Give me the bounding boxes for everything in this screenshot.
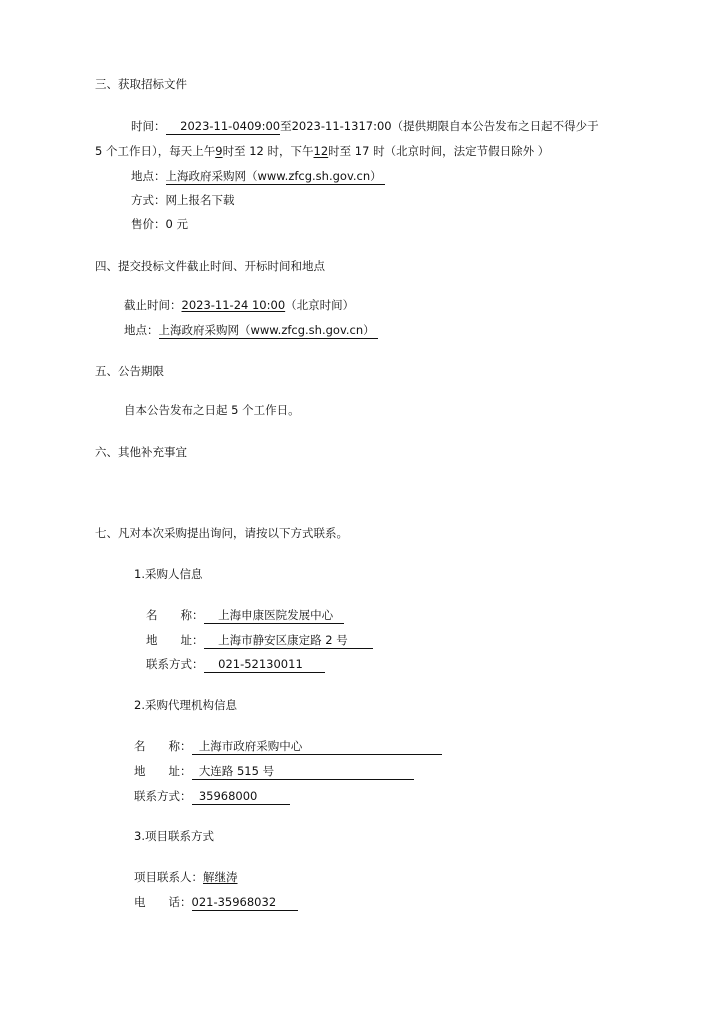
time-label: 时间： bbox=[131, 119, 166, 133]
price-label: 售价： bbox=[131, 217, 166, 231]
time-line-2 bbox=[95, 143, 549, 159]
agent-address-label: 地 址： bbox=[134, 764, 192, 778]
s4-place-line bbox=[124, 322, 378, 338]
place-value: 上海政府采购网（www.zfcg.sh.gov.cn） bbox=[166, 169, 386, 185]
agent-contact-value: 35968000 bbox=[192, 789, 291, 805]
time-line2-c: 时至 17 时（北京时间，法定节假日除外 ） bbox=[328, 144, 550, 158]
project-phone-label: 电 话： bbox=[134, 895, 192, 909]
notice-period-text: 自本公告发布之日起 5 个工作日。 bbox=[124, 403, 300, 417]
am-start-hour: 9 bbox=[215, 144, 223, 158]
agent-contact-line bbox=[134, 788, 290, 804]
buyer-name-line bbox=[146, 607, 344, 623]
section-3-heading: 三、获取招标文件 bbox=[95, 77, 187, 91]
buyer-address-label: 地 址： bbox=[146, 633, 204, 647]
time-note: （提供期限自本公告发布之日起不得少于 bbox=[391, 119, 599, 133]
buyer-info-title: 1.采购人信息 bbox=[134, 567, 203, 581]
buyer-contact-line bbox=[146, 656, 325, 672]
time-line bbox=[131, 118, 599, 134]
deadline-value: 2023-11-24 10:00 bbox=[181, 298, 286, 312]
buyer-contact-value: 021-52130011 bbox=[204, 657, 325, 673]
project-phone-value: 021-35968032 bbox=[192, 895, 299, 911]
agent-name-label: 名 称： bbox=[134, 739, 192, 753]
agent-address-value: 大连路 515 号 bbox=[192, 764, 415, 780]
s4-place-value: 上海政府采购网（www.zfcg.sh.gov.cn） bbox=[159, 323, 379, 339]
buyer-address-value: 上海市静安区康定路 2 号 bbox=[204, 633, 374, 649]
deadline-line bbox=[124, 297, 354, 313]
time-start: 2023-11-0409:00 bbox=[166, 119, 281, 135]
section-4-heading: 四、提交投标文件截止时间、开标时间和地点 bbox=[95, 259, 325, 273]
buyer-contact-label: 联系方式： bbox=[146, 657, 204, 671]
place-label: 地点： bbox=[131, 169, 166, 183]
section-7-heading: 七、凡对本次采购提出询问，请按以下方式联系。 bbox=[95, 526, 348, 540]
agent-address-line bbox=[134, 763, 414, 779]
deadline-label: 截止时间： bbox=[124, 298, 182, 312]
price-value: 0 元 bbox=[165, 217, 188, 231]
project-contact-title: 3.项目联系方式 bbox=[134, 829, 214, 843]
place-line bbox=[131, 168, 385, 184]
time-end: 2023-11-1317:00 bbox=[291, 119, 392, 133]
buyer-name-value: 上海申康医院发展中心 bbox=[204, 608, 345, 624]
method-value: 网上报名下载 bbox=[165, 193, 235, 207]
time-line2-a: 5 个工作日），每天上午 bbox=[95, 144, 216, 158]
agent-name-line bbox=[134, 738, 442, 754]
pm-start-hour: 12 bbox=[313, 144, 329, 158]
agent-name-value: 上海市政府采购中心 bbox=[192, 739, 443, 755]
deadline-note: （北京时间） bbox=[285, 298, 355, 312]
buyer-name-label: 名 称： bbox=[146, 608, 204, 622]
buyer-address-line bbox=[146, 632, 373, 648]
project-person-label: 项目联系人： bbox=[134, 870, 203, 884]
section-5-heading: 五、公告期限 bbox=[95, 364, 164, 378]
method-label: 方式： bbox=[131, 193, 166, 207]
time-to: 至 bbox=[280, 119, 292, 133]
project-person-value: 解继涛 bbox=[203, 870, 238, 884]
time-line2-b: 时至 12 时，下午 bbox=[222, 144, 314, 158]
section-6-heading: 六、其他补充事宜 bbox=[95, 445, 187, 459]
agent-contact-label: 联系方式： bbox=[134, 789, 192, 803]
project-person-line bbox=[134, 869, 238, 885]
agent-info-title: 2.采购代理机构信息 bbox=[134, 698, 237, 712]
s4-place-label: 地点： bbox=[124, 323, 159, 337]
project-phone-line bbox=[134, 894, 298, 910]
method-line bbox=[131, 192, 235, 208]
price-line bbox=[131, 216, 188, 232]
